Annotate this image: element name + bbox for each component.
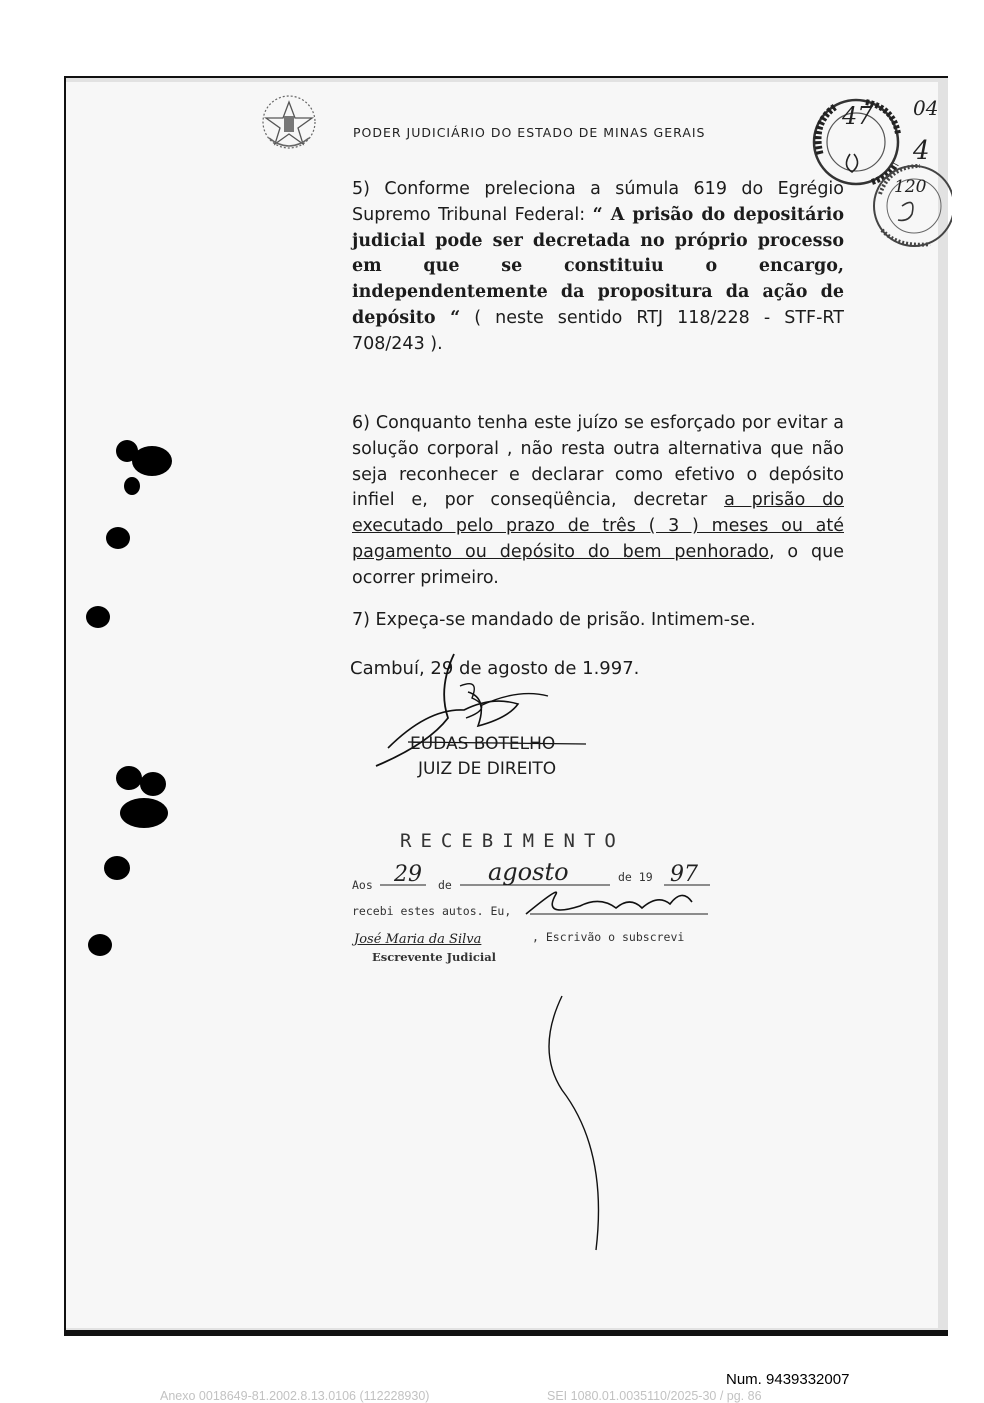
court-secretariat-stamp-2 [868,156,952,256]
paragraph-6 [352,411,844,592]
signer-name: EUDAS BOTELHO [410,734,556,754]
paragraph-5 [352,177,844,358]
punch-hole [104,856,130,880]
margin-note-top: 04 [913,96,939,120]
receipt-scribe-text: , Escrivão o subscrevi [532,930,685,944]
signer-title: JUIZ DE DIREITO [418,759,557,779]
punch-hole [116,766,142,790]
punch-hole [88,934,112,956]
receipt-day: 29 [394,862,422,887]
clerk-role: Escrevente Judicial [372,950,497,964]
receipt-de-year: de 19 [618,870,653,884]
sumula-quote: “ A prisão do depositário judicial pode ser decretada no próprio processo em que se constituiu o encargo, independentemente da propositura da ação de depósito “ [352,204,844,328]
receipt-heading: RECEBIMENTO [400,830,625,852]
sei-reference: SEI 1080.01.0035110/2025-30 / pg. 86 [547,1389,762,1403]
paragraph-6-tail: , o que ocorrer primeiro. [352,541,844,588]
receipt-month: agosto [488,858,569,886]
stamp-number-1: 47 [842,102,873,130]
punch-hole [132,446,172,476]
punch-hole [124,477,140,495]
margin-note-bottom: 4 [913,136,930,166]
punch-hole [86,606,110,628]
place-and-date: Cambuí, 29 de agosto de 1.997. [350,658,640,679]
paragraph-6-intro: 6) Conquanto tenha este juízo se esforçado por evitar a solução corporal , não resta outra alternativa que não seja reconhecer e declarar como efetivo o depósito infiel e, por conseqüência, decretar [352,413,844,511]
receipt-year: 97 [670,862,698,887]
receipt-aos: Aos [352,878,373,892]
punch-hole [106,527,130,549]
paragraph-5-intro: 5) Conforme preleciona a súmula 619 do Egrégio Supremo Tribunal Federal: [352,179,844,225]
cancellation-stroke [532,990,622,1260]
clerk-name: José Maria da Silva [354,932,482,947]
coat-of-arms-icon [255,92,323,156]
document-number: Num. 9439332007 [726,1371,850,1388]
receipt-de: de [438,878,452,892]
paragraph-7: 7) Expeça-se mandado de prisão. Intimem-se. [352,610,756,630]
prison-decree-underlined: a prisão do executado pelo prazo de três ( 3 ) meses ou até pagamento ou depósito do bem penhorado [352,490,844,562]
stamp-number-2: 120 [894,177,927,197]
institution-header: PODER JUDICIÁRIO DO ESTADO DE MINAS GERAIS [353,125,706,140]
punch-hole [140,772,166,796]
clerk-signature [520,884,710,924]
punch-hole [120,798,168,828]
paragraph-5-reference: ( neste sentido RTJ 118/228 - STF-RT 708/243 ). [352,307,844,354]
receipt-received-text: recebi estes autos. Eu, [352,904,512,918]
annex-reference: Anexo 0018649-81.2002.8.13.0106 (112228930) [160,1389,430,1403]
